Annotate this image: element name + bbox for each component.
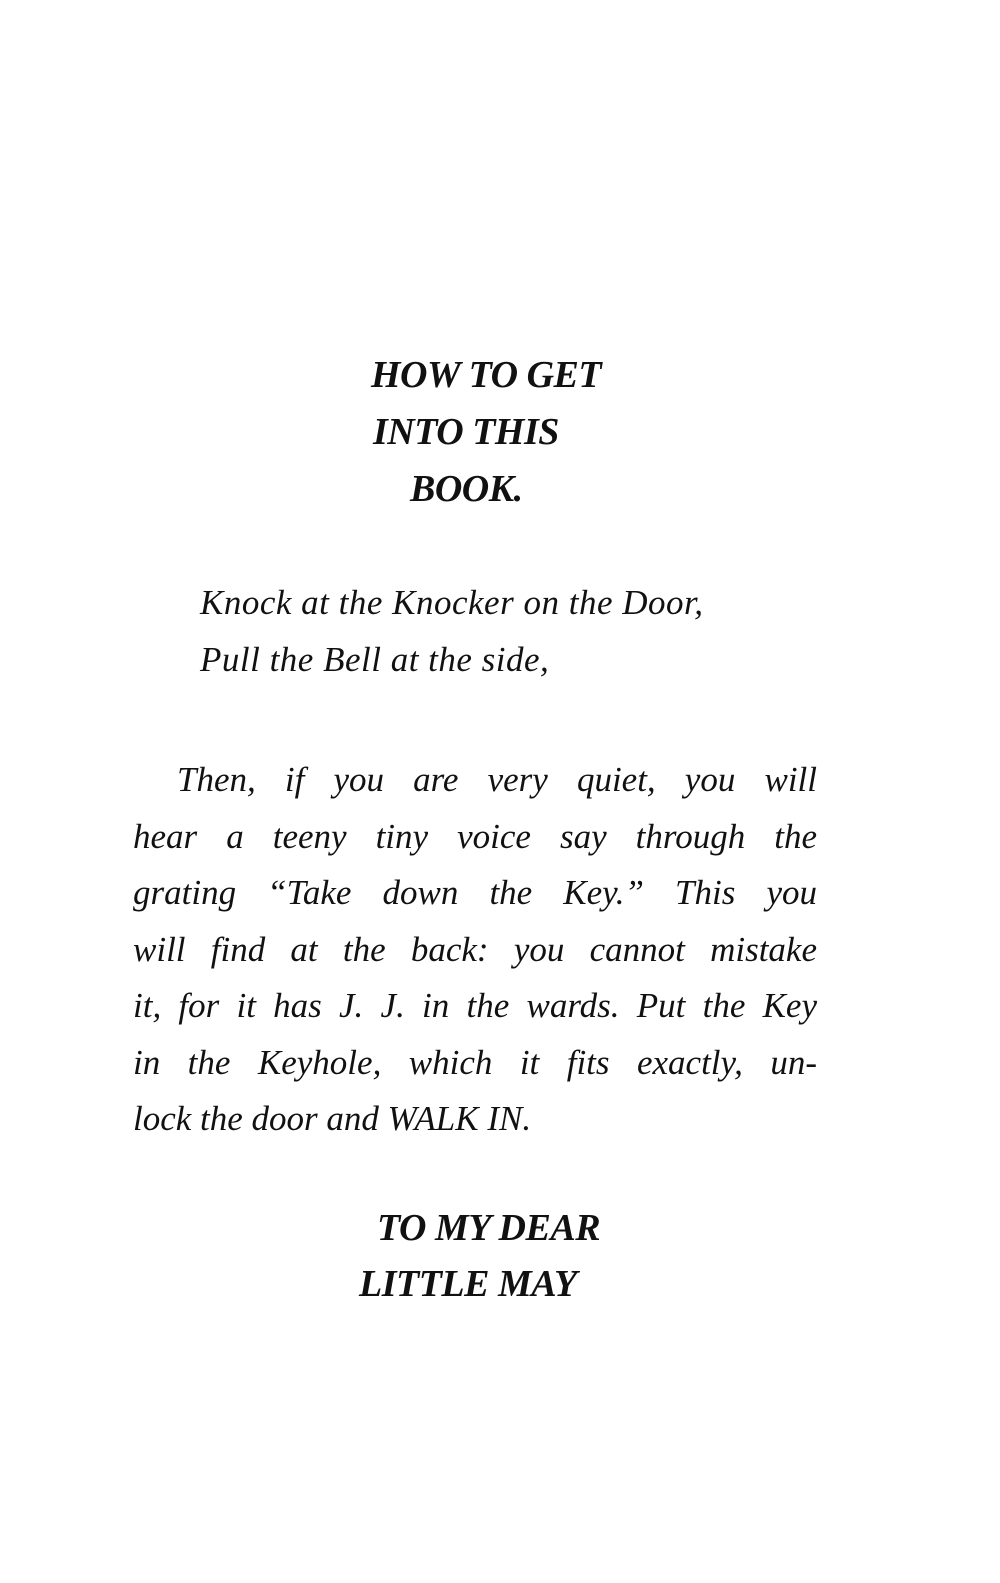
paragraph-line: in the Keyhole, which it fits exactly, un- — [133, 1042, 817, 1082]
dedication-line-2: LITTLE MAY — [359, 1263, 577, 1305]
paragraph-line: grating “Take down the Key.” This you — [133, 873, 817, 912]
paragraph-line: it, for it has J. J. in the wards. Put the Key — [133, 986, 817, 1025]
paragraph-line: hear a teeny tiny voice say through the — [133, 816, 817, 856]
verse-line-1: Knock at the Knocker on the Door, — [200, 583, 704, 622]
paragraph-line: Then, if you are very quiet, you will — [177, 760, 817, 799]
paragraph-line: will find at the back: you cannot mistake — [133, 929, 817, 969]
verse-line-2: Pull the Bell at the side, — [200, 640, 550, 679]
heading-line-2: INTO THIS — [373, 411, 559, 453]
instructions-paragraph — [133, 752, 817, 1148]
heading-line-3: BOOK. — [410, 468, 523, 510]
paragraph-line: lock the door and WALK IN. — [133, 1099, 532, 1138]
dedication-line-1: TO MY DEAR — [377, 1207, 601, 1249]
heading-line-1: HOW TO GET — [371, 354, 602, 396]
